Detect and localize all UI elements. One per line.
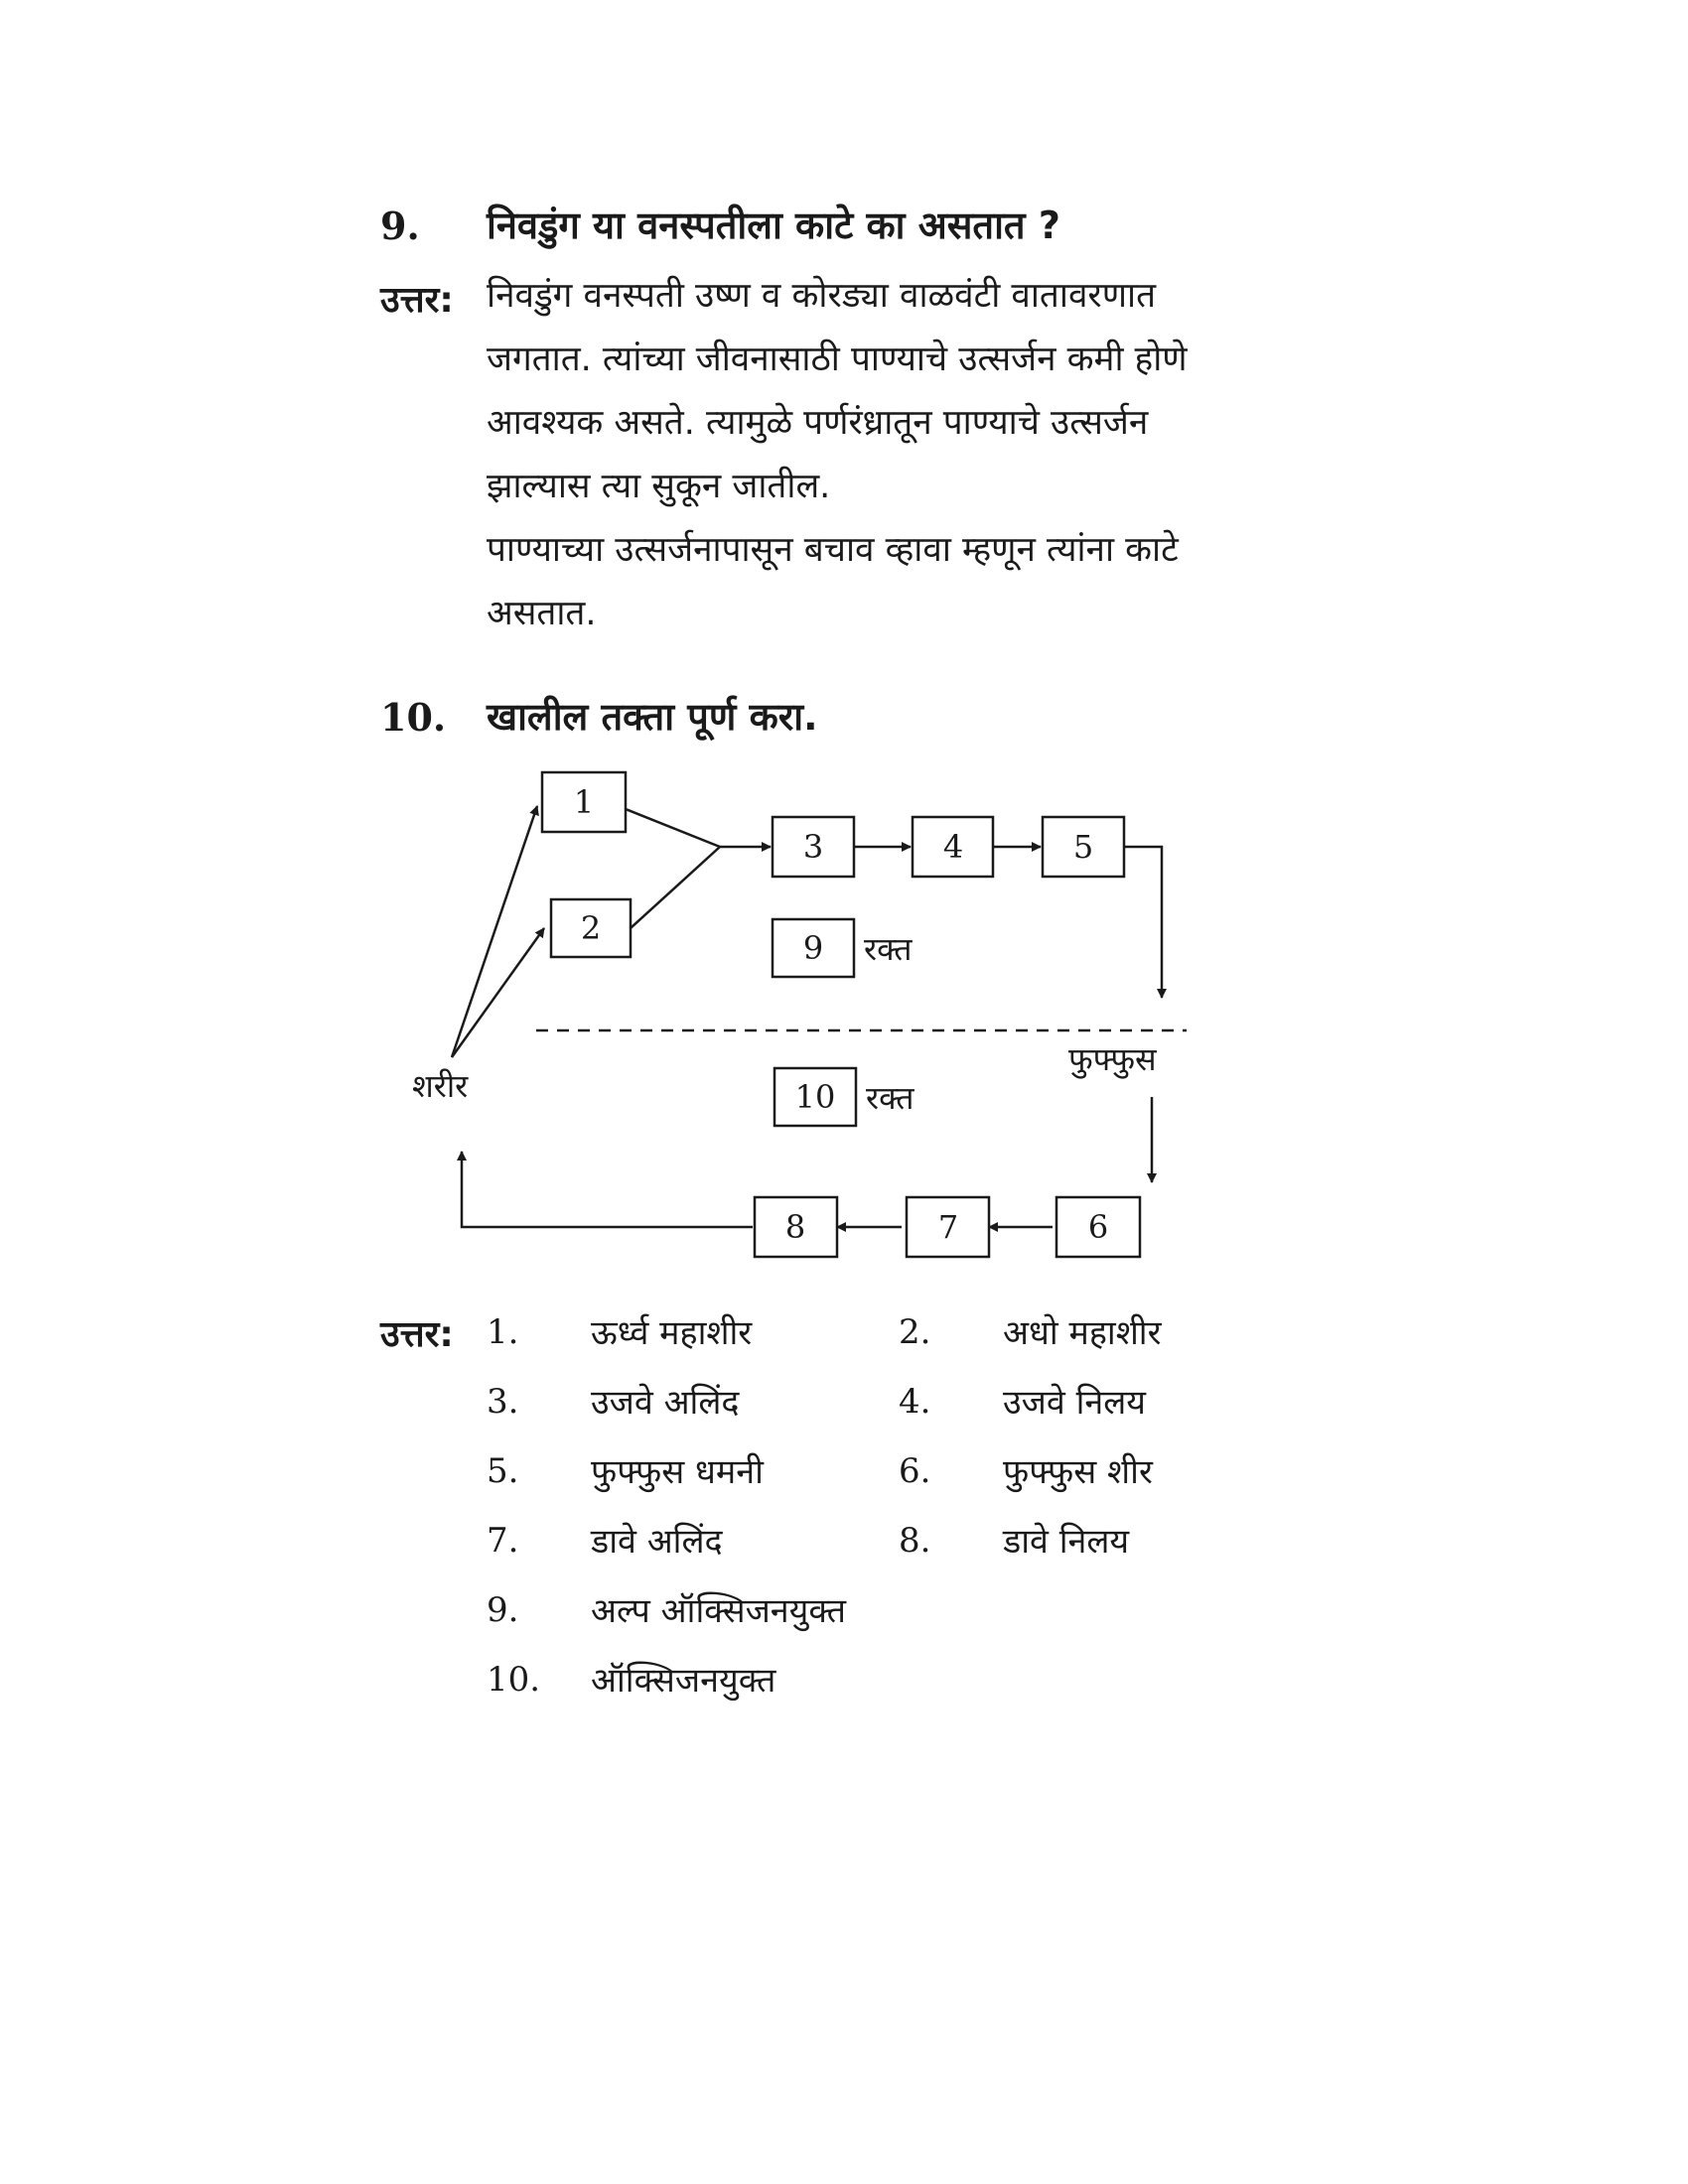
answer-4-number: 4. [899, 1382, 931, 1422]
answer-7-text: डावे अलिंद [591, 1522, 723, 1562]
connector-2-to-merge [631, 847, 720, 928]
box-10-label: 10 [794, 1078, 836, 1116]
answer-6-text: फुफ्फुस शीर [1003, 1452, 1153, 1492]
answer-10-text: ऑक्सिजनयुक्त [591, 1661, 776, 1701]
question-10-number: 10. [380, 695, 447, 740]
blood-label-9: रक्त [864, 930, 913, 968]
answer-5-number: 5. [487, 1451, 519, 1491]
answer-1-number: 1. [487, 1312, 519, 1352]
answer-8-text: डावे निलय [1003, 1522, 1130, 1562]
answer-5-text: फुफ्फुस धमनी [591, 1452, 764, 1492]
box-5-label: 5 [1072, 828, 1094, 866]
lungs-label: फुफ्फुस [1068, 1040, 1157, 1078]
circulation-flow-diagram [377, 754, 1201, 1281]
box-1-label: 1 [573, 783, 595, 821]
answer-9-line-5: पाण्याच्या उत्सर्जनापासून बचाव व्हावा म्हणून त्यांना काटे [487, 530, 1179, 570]
answer-9-text: अल्प ऑक्सिजनयुक्त [591, 1591, 847, 1631]
box-3-label: 3 [802, 828, 824, 866]
arrow-body-to-2 [452, 928, 544, 1057]
answer-4-text: उजवे निलय [1003, 1383, 1147, 1423]
box-6-label: 6 [1087, 1208, 1109, 1246]
answer-3-text: उजवे अलिंद [591, 1383, 740, 1423]
box-4-label: 4 [942, 828, 964, 866]
body-label: शरीर [412, 1067, 469, 1105]
answer-1-text: ऊर्ध्व महाशीर [591, 1313, 753, 1353]
answer-9-line-2: जगतात. त्यांच्या जीवनासाठी पाण्याचे उत्सर्जन कमी होणे [487, 340, 1188, 379]
answer-9-label: उत्तर: [380, 280, 454, 321]
arrow-body-to-1 [452, 806, 537, 1057]
box-7-label: 7 [937, 1208, 959, 1246]
answer-9-line-6: असतात. [487, 594, 597, 633]
question-10-text: खालील तक्ता पूर्ण करा. [487, 695, 818, 739]
answer-9-line-3: आवश्यक असते. त्यामुळे पर्णरंध्रातून पाण्याचे उत्सर्जन [487, 403, 1149, 443]
answer-10-number: 10. [487, 1660, 541, 1700]
arrow-8-to-body [462, 1152, 753, 1227]
answer-9-number: 9. [487, 1590, 519, 1630]
arrow-5-to-lungs [1124, 847, 1162, 998]
answer-7-number: 7. [487, 1521, 519, 1561]
answer-3-number: 3. [487, 1382, 519, 1422]
answer-10-label: उत्तर: [380, 1314, 454, 1355]
box-2-label: 2 [580, 909, 602, 947]
box-9-label: 9 [802, 929, 824, 967]
answer-9-line-1: निवडुंग वनस्पती उष्ण व कोरड्या वाळवंटी वातावरणात [487, 276, 1157, 316]
box-8-label: 8 [784, 1208, 806, 1246]
answer-8-number: 8. [899, 1521, 931, 1561]
answer-9-line-4: झाल्यास त्या सुकून जातील. [487, 467, 831, 506]
connector-1-to-merge [626, 809, 720, 847]
question-9-number: 9. [380, 204, 420, 248]
blood-label-10: रक्त [866, 1079, 914, 1117]
answer-2-text: अधो महाशीर [1003, 1313, 1162, 1353]
answer-9-paragraph [487, 264, 1241, 645]
question-9-text: निवडुंग या वनस्पतीला काटे का असतात ? [487, 204, 1060, 247]
answer-6-number: 6. [899, 1451, 931, 1491]
answer-2-number: 2. [899, 1312, 931, 1352]
